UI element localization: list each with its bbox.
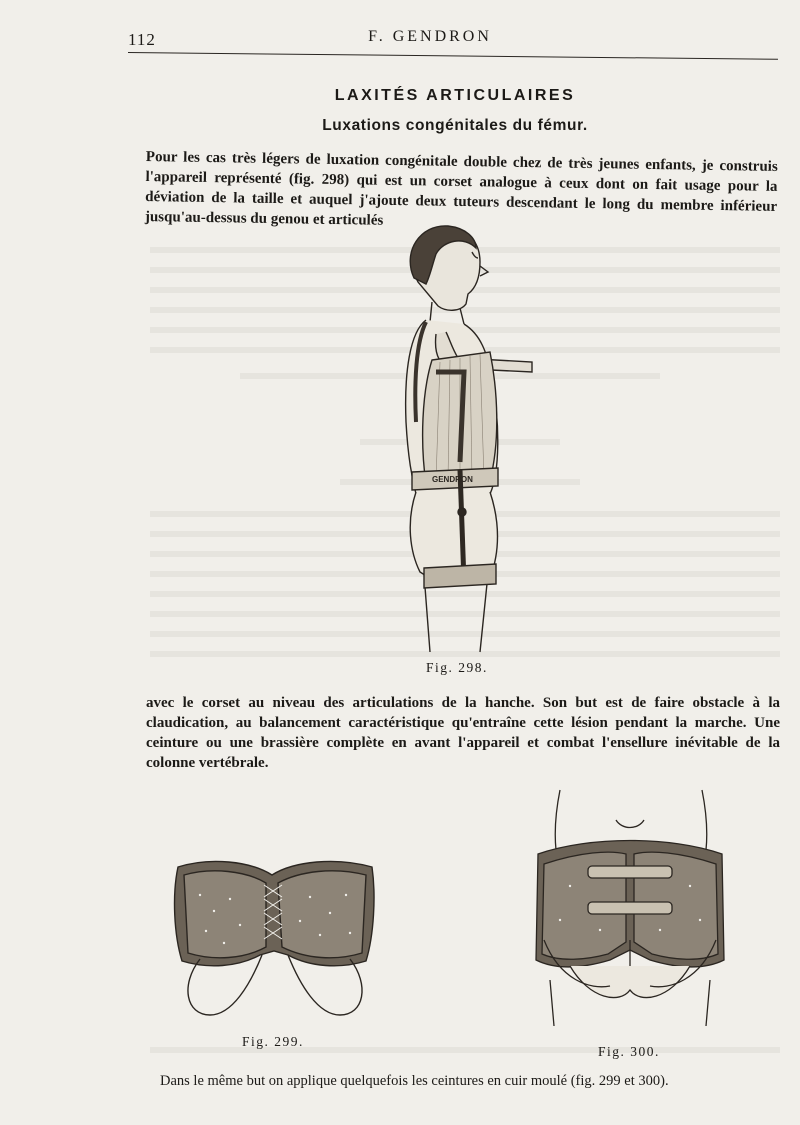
fig298-caption: Fig. 298. <box>426 660 488 675</box>
fig300-caption: Fig. 300. <box>598 1044 660 1059</box>
page-number: 112 <box>128 30 156 49</box>
fig298-stamp: GENDRON <box>432 475 473 484</box>
paragraph-3: Dans le même but on applique quelquefois les ceintures en cuir moulé (fig. 299 et 300). <box>160 1073 669 1089</box>
fig299-caption: Fig. 299. <box>242 1034 304 1049</box>
paragraph-2: avec le corset au niveau des articulations de la hanche. Son but est de faire obstacle à la claudication, au balancement caractéristique qu'entraîne cette lésion pendant la marche. Une ceinture ou une brassière complète en avant l'appareil et combat l'ensellure inévitable de la colonne vertébrale. <box>146 695 780 771</box>
figure-298-illustration <box>340 222 540 662</box>
paragraph-1: Pour les cas très légers de luxation congénitale double chez de très jeunes enfants, je construis l'appareil représenté (fig. 298) qui est un corset analogue à ceux dont on fait usage pour la déviation de la taille et auquel j'ajoute deux tuteurs descendant le long du membre inférieur jusqu'au-dessus du genou et articulés <box>144 148 778 229</box>
subsection-title: Luxations congénitales du fémur. <box>322 117 588 134</box>
figure-299-illustration <box>170 855 380 1025</box>
running-author: F. GENDRON <box>368 28 492 45</box>
section-title: LAXITÉS ARTICULAIRES <box>334 87 576 104</box>
figure-300-illustration <box>530 790 730 1030</box>
